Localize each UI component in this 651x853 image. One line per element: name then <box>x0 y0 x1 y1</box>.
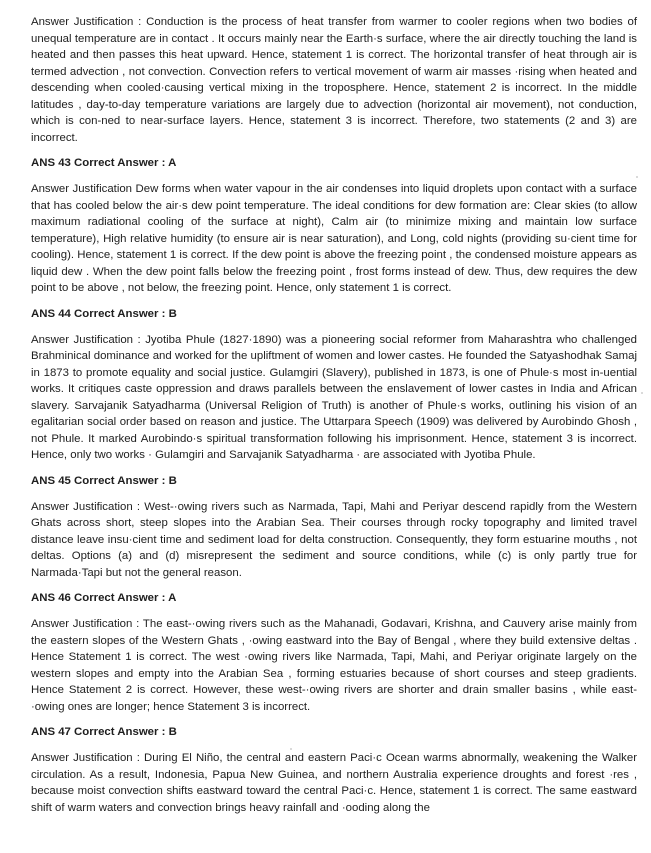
scan-speck <box>290 748 292 750</box>
answer-heading-46: ANS 46 Correct Answer : A <box>31 592 177 604</box>
answer-justification-46: Answer Justification : The east-·owing rivers such as the Mahanadi, Godavari, Krishna, and Cauvery arise mainly from the eastern slopes of the Western Ghats , ·owing eastward into the Bay of Bengal , where they build extensive deltas . Hence Statement 1 is correct. The west ·owing rivers like Narmada, Tapi, Mahi, and Periyar originate largely on the western slopes and empty into the Arabian Sea , forming estuaries because of short courses and steep gradients. Hence Statement 2 is correct. However, these west-·owing rivers are shorter and drain smaller basins , while east-·owing ones are longer; hence Statement 3 is incorrect. <box>31 618 637 713</box>
answer-heading-47: ANS 47 Correct Answer : B <box>31 726 177 738</box>
scan-speck <box>641 392 643 394</box>
answer-justification-42: Answer Justification : Conduction is the process of heat transfer from warmer to cooler regions when two bodies of unequal temperature are in contact . It occurs mainly near the Earth·s surface, where the air directly touching the land is heated and then passes this heat upward. Hence, statement 1 is correct. The horizontal transfer of heat through air is termed advection , not convection. Convection refers to vertical movement of warm air masses ·rising when heated and descending when cooled·causing vertical mixing in the troposphere. Hence, statement 2 is incorrect. In the middle latitudes , day-to-day temperature variations are largely due to advection (horizontal air movement), not conduction, which is con-ned to near-surface layers. Hence, statement 3 is incorrect. Therefore, two statements (2 and 3) are incorrect. <box>31 16 637 144</box>
scan-speck <box>636 176 638 178</box>
answer-justification-44: Answer Justification : Jyotiba Phule (1827·1890) was a pioneering social reformer from Maharashtra who challenged Brahminical dominance and worked for the upliftment of women and lower castes. He founded the Satyashodhak Samaj in 1873 to promote equality and social justice. Gulamgiri (Slavery), published in 1873, is one of Phule·s most in-uential works. It critiques caste oppression and draws parallels between the enslavement of lower castes in India and African slavery. Sarvajanik Satyadharma (Universal Religion of Truth) is another of Phule·s works, outlining his vision of an egalitarian social order based on reason and justice. The Uttarpara Speech (1909) was delivered by Aurobindo Ghosh , not Phule. It marked Aurobindo·s spiritual transformation following his imprisonment. Hence, statement 3 is incorrect. Hence, only two works · Gulamgiri and Sarvajanik Satyadharma · are associated with Jyotiba Phule. <box>31 333 637 461</box>
answer-justification-45: Answer Justification : West-·owing rivers such as Narmada, Tapi, Mahi and Periyar descend rapidly from the Western Ghats across short, steep slopes into the Arabian Sea. Their courses through rocky topography and limited travel distance leave insu·cient time and sediment load for delta construction. Consequently, they form estuarine mouths , not deltas. Options (a) and (d) misrepresent the sediment and source conditions, while (c) is only partly true for Narmada·Tapi but not the general reason. <box>31 500 637 579</box>
answer-heading-44: ANS 44 Correct Answer : B <box>31 307 177 320</box>
answer-justification-43: Answer Justification Dew forms when water vapour in the air condenses into liquid droplets upon contact with a surface that has cooled below the air·s dew point temperature. The ideal conditions for dew formation are: Clear skies (to allow maximum radiational cooling of the surface at night), Calm air (to minimize mixing and maintain low surface temperature), High relative humidity (to ensure air is near saturation), and Long, cold nights (providing su·cient time for cooling). Hence, statement 1 is correct. If the dew point is above the freezing point , the condensed moisture appears as liquid dew . When the dew point falls below the freezing point , frost forms instead of dew. Thus, dew requires the dew point to be above , not below, the freezing point. Hence, only statement 1 is correct. <box>31 183 637 294</box>
answer-justification-47: Answer Justification : During El Niño, the central and eastern Paci·c Ocean warms abnormally, weakening the Walker circulation. As a result, Indonesia, Papua New Guinea, and northern Australia experience droughts and forest ·res , because moist convection shifts eastward toward the central Paci·c. Hence, statement 1 is correct. The same eastward shift of warm waters and convection brings heavy rainfall and ·ooding along the <box>31 752 637 814</box>
answer-heading-45: ANS 45 Correct Answer : B <box>31 474 177 487</box>
answer-heading-43: ANS 43 Correct Answer : A <box>31 157 177 169</box>
